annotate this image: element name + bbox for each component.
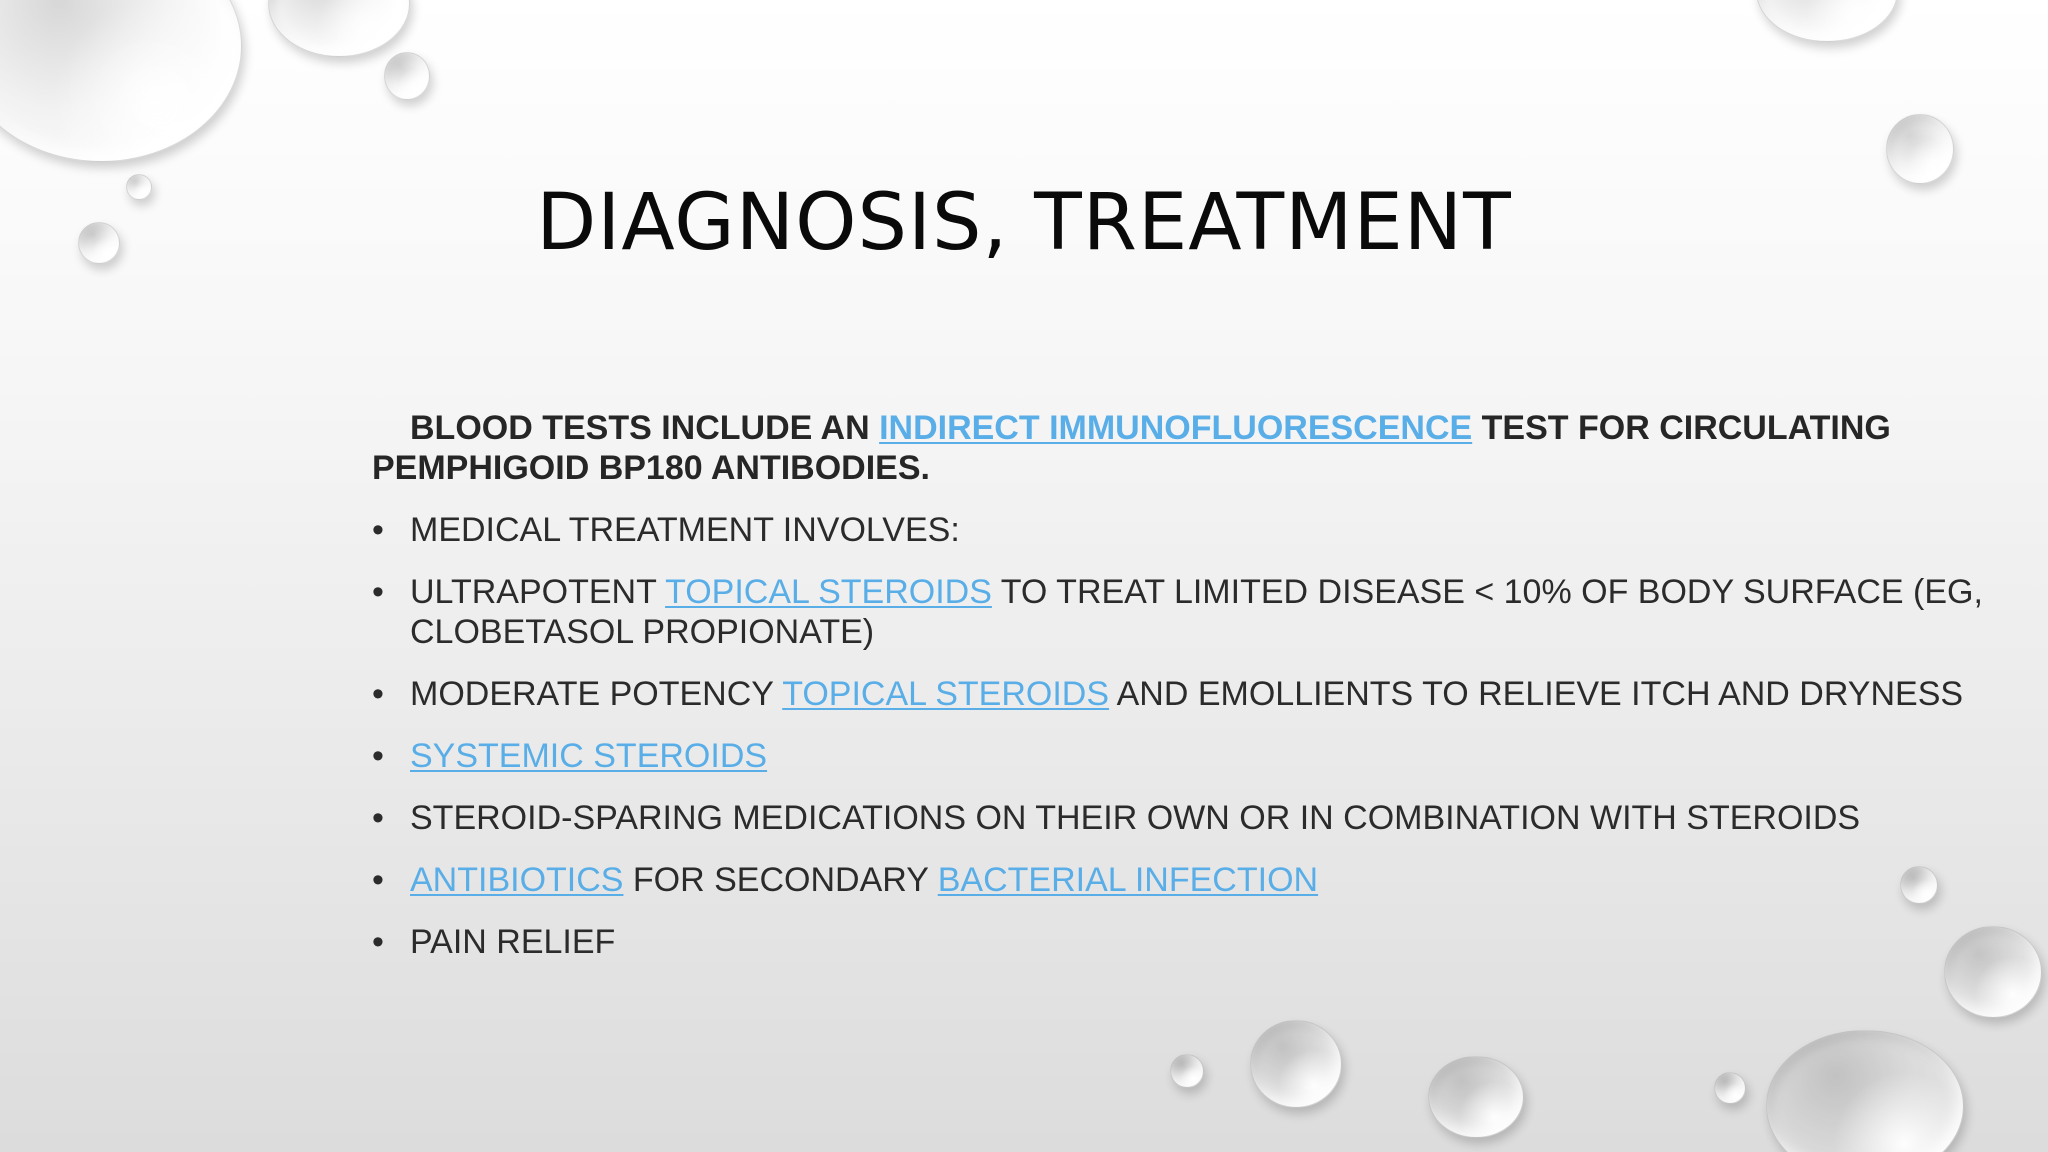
link-bacterial-infection[interactable]: BACTERIAL INFECTION xyxy=(937,861,1319,899)
bullet-dot: • xyxy=(372,799,384,837)
intro-text-before: BLOOD TESTS INCLUDE AN xyxy=(410,409,880,447)
intro-paragraph xyxy=(372,408,2002,488)
bullet-text-after: AND EMOLLIENTS TO RELIEVE ITCH AND DRYNESS xyxy=(1109,675,1964,713)
water-drop-decoration xyxy=(1756,0,1898,42)
bullet-text-before: MODERATE POTENCY xyxy=(410,675,783,713)
list-item xyxy=(372,572,2002,652)
list-item xyxy=(372,674,2002,714)
water-drop-decoration xyxy=(384,52,430,100)
bullet-dot: • xyxy=(372,511,384,549)
bullet-text: MEDICAL TREATMENT INVOLVES: xyxy=(410,511,960,549)
bullet-text-middle: FOR SECONDARY xyxy=(623,861,938,899)
link-topical-steroids[interactable]: TOPICAL STEROIDS xyxy=(665,573,992,611)
intro-text-after: TEST FOR CIRCULATING PEMPHIGOID BP180 ANTIBODIES. xyxy=(372,409,1891,487)
link-topical-steroids[interactable]: TOPICAL STEROIDS xyxy=(782,675,1110,713)
bullet-dot: • xyxy=(372,675,384,713)
link-systemic-steroids[interactable]: SYSTEMIC STEROIDS xyxy=(410,737,768,775)
bullet-text-before: ULTRAPOTENT xyxy=(410,573,666,611)
list-item xyxy=(372,860,2002,900)
slide-body xyxy=(372,408,2002,984)
water-drop-decoration xyxy=(268,0,410,57)
bullet-dot: • xyxy=(372,923,384,961)
bullet-text: PAIN RELIEF xyxy=(410,923,616,961)
list-item xyxy=(372,736,2002,776)
water-drop-decoration xyxy=(1766,1030,1964,1152)
bullet-text-after: TO TREAT LIMITED DISEASE < 10% OF BODY SURFACE (EG, CLOBETASOL PROPIONATE) xyxy=(410,573,1983,651)
water-drop-decoration xyxy=(0,0,242,162)
slide-title: DIAGNOSIS, TREATMENT xyxy=(536,178,1512,268)
bullet-dot: • xyxy=(372,737,384,775)
link-antibiotics[interactable]: ANTIBIOTICS xyxy=(410,861,624,899)
water-drop-decoration xyxy=(1250,1020,1342,1108)
link-indirect-immunofluorescence[interactable]: INDIRECT IMMUNOFLUORESCENCE xyxy=(879,409,1473,447)
water-drop-decoration xyxy=(1170,1054,1204,1088)
bullet-dot: • xyxy=(372,861,384,899)
water-drop-decoration xyxy=(1714,1072,1746,1104)
list-item xyxy=(372,510,2002,550)
list-item xyxy=(372,798,2002,838)
bullet-dot: • xyxy=(372,573,384,611)
list-item xyxy=(372,922,2002,962)
water-drop-decoration xyxy=(1886,114,1954,184)
water-drop-decoration xyxy=(1428,1056,1524,1138)
bullet-text: STEROID-SPARING MEDICATIONS ON THEIR OWN OR IN COMBINATION WITH STEROIDS xyxy=(410,799,1861,837)
bullet-list xyxy=(372,510,2002,962)
